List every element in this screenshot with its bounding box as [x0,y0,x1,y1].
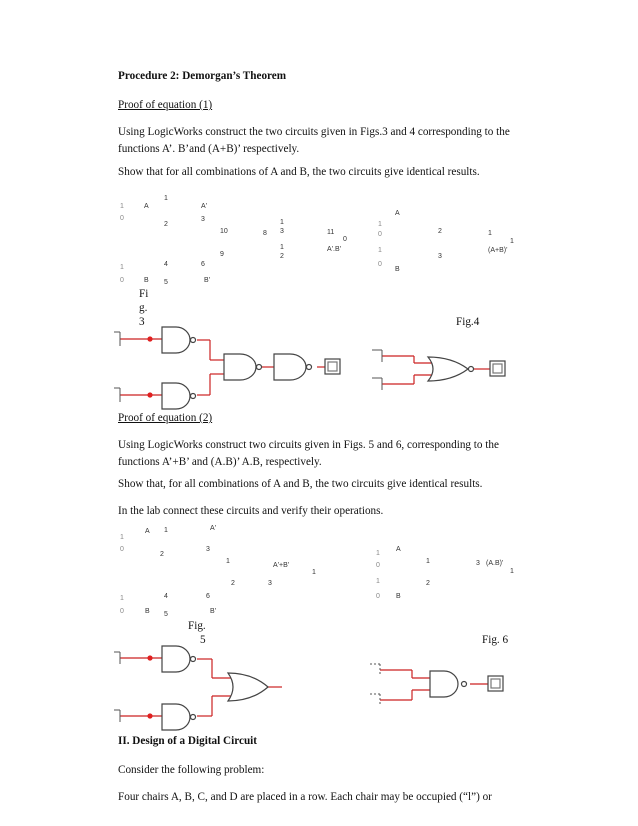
fig4-pin3: 3 [438,253,442,260]
fig3-a-not: A' [201,203,208,210]
fig4-circuit [370,344,520,404]
fig4-b-name: B [395,266,400,273]
fig4-pin1b: 1 [510,238,514,245]
fig5-a-hi: 1 [120,534,124,541]
fig3-pin12a: 1 [280,244,284,251]
fig3-pin13a: 1 [280,219,284,226]
fig3-output: A'.B' [327,246,341,253]
fig3-pin3: 3 [201,216,205,223]
fig3-circuit [112,322,342,412]
fig6-a-name: A [396,546,401,553]
fig6-circuit [368,656,518,720]
procedure-heading: Procedure 2: Demorgan’s Theorem [118,70,287,82]
fig6-out-one: 1 [510,568,514,575]
fig4-nor-gate [428,357,468,381]
fig6-pin1: 1 [426,558,430,565]
fig6-a-lo: 0 [376,562,380,569]
fig5-b-hi: 1 [120,595,124,602]
fig6-nand-gate [430,671,458,697]
fig3-pin2: 2 [164,221,168,228]
fig5-nand-a [162,646,190,672]
fig3-nand-b [162,383,190,409]
fig3-caption-3: 3 [139,316,145,328]
fig6-output: (A.B)' [486,560,504,567]
fig3-pin12b: 2 [280,253,284,260]
fig3-nand-d [274,354,306,380]
fig3-nand-c-bubble [257,365,262,370]
fig5-b-name: B [145,608,150,615]
proof1-heading: Proof of equation (1) [118,99,213,111]
fig5-pin1: 1 [164,527,168,534]
fig6-b-hi: 1 [376,578,380,585]
fig5-output: A'+B' [273,562,290,569]
fig4-a-hi: 1 [378,221,382,228]
fig4-b-hi: 1 [378,247,382,254]
fig3-nand-a-bubble [191,338,196,343]
fig5-nand-a-bubble [191,657,196,662]
fig5-or-gate [228,673,268,701]
fig3-a-lo: 0 [120,215,124,222]
fig3-pin10: 10 [220,228,228,235]
fig3-pin11: 11 [327,229,335,236]
fig6-pin2: 2 [426,580,430,587]
fig3-pin6: 6 [201,261,205,268]
fig5-caption-2: 5 [200,634,206,646]
fig5-pin2b: 2 [231,580,235,587]
fig3-b-hi: 1 [120,264,124,271]
fig5-pin4: 4 [164,593,168,600]
fig5-pin3b: 3 [268,580,272,587]
fig4-pin2: 2 [438,228,442,235]
section2-consider: Consider the following problem: [118,764,265,776]
fig3-nand-d-bubble [307,365,312,370]
proof1-show: Show that for all combinations of A and B, the two circuits give identical results. [118,166,480,178]
fig3-pin4: 4 [164,261,168,268]
proof2-show: Show that, for all combinations of A and B, the two circuits give identical results. [118,478,483,490]
fig6-pin3: 3 [476,560,480,567]
section2-problem: Four chairs A, B, C, and D are placed in a row. Each chair may be occupied (“l”) or [118,791,492,803]
fig5-caption-1: Fig. [188,620,206,632]
fig4-caption: Fig.4 [456,316,480,328]
fig4-nor-bubble [469,367,474,372]
section2-heading: II. Design of a Digital Circuit [118,735,258,747]
fig3-pin1: 1 [164,195,168,202]
fig5-pin1b: 1 [226,558,230,565]
fig3-pin9: 9 [220,251,224,258]
fig3-junction-b [147,392,152,397]
fig3-b-lo: 0 [120,277,124,284]
fig5-a-not: A' [210,525,217,532]
fig3-nand-b-bubble [191,394,196,399]
fig3-junction-a [147,336,152,341]
fig3-caption-1: Fi [139,288,149,300]
fig6-nand-bubble [462,682,467,687]
fig5-pin5: 5 [164,611,168,618]
fig4-b-lo: 0 [378,261,382,268]
fig5-a-name: A [145,528,150,535]
proof2-lab: In the lab connect these circuits and verify their operations. [118,505,384,517]
fig3-a-hi: 1 [120,203,124,210]
fig3-out-zero: 0 [343,236,347,243]
fig3-b-not: B' [204,277,211,284]
fig3-pin8: 8 [263,230,267,237]
fig6-a-hi: 1 [376,550,380,557]
fig5-b-not: B' [210,608,217,615]
fig5-circuit [112,640,302,732]
fig3-nand-a [162,327,190,353]
fig5-a-lo: 0 [120,546,124,553]
fig4-a-lo: 0 [378,231,382,238]
proof2-text: Using LogicWorks construct two circuits given in Figs. 5 and 6, corresponding to the functions A’+B’ and (A.B)’ A.B, respectively. [118,439,499,468]
proof2-heading: Proof of equation (2) [118,412,213,424]
proof1-text: Using LogicWorks construct the two circuits given in Figs.3 and 4 corresponding to the functions A’. B’and (A+B)’ respectively. [118,126,510,155]
fig5-pin3: 3 [206,546,210,553]
fig3-nand-c [224,354,256,380]
fig4-output: (A+B)' [488,247,508,254]
fig5-out-one: 1 [312,569,316,576]
fig5-pin6: 6 [206,593,210,600]
fig6-b-name: B [396,593,401,600]
fig3-pin5: 5 [164,279,168,286]
fig5-b-lo: 0 [120,608,124,615]
fig5-nand-b [162,704,190,730]
fig5-pin2: 2 [160,551,164,558]
fig6-caption: Fig. 6 [482,634,509,646]
fig3-b-name: B [144,277,149,284]
fig5-junction-a [147,655,152,660]
fig6-b-lo: 0 [376,593,380,600]
fig3-pin13b: 3 [280,228,284,235]
fig3-caption-2: g. [139,302,148,314]
fig3-a-name: A [144,203,149,210]
fig5-junction-b [147,713,152,718]
fig4-pin1a: 1 [488,230,492,237]
fig4-a-name: A [395,210,400,217]
fig5-nand-b-bubble [191,715,196,720]
